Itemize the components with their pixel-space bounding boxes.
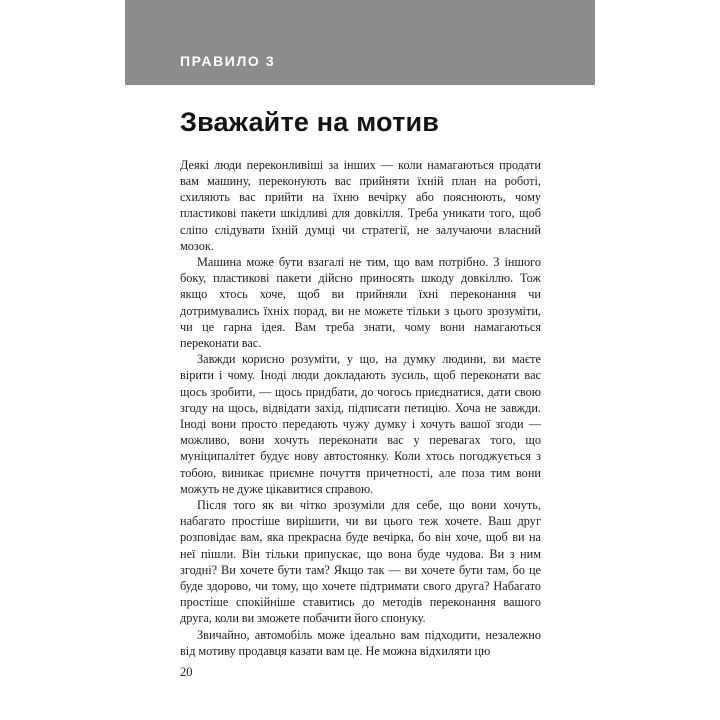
page-number: 20 xyxy=(180,665,193,679)
chapter-rule-label: ПРАВИЛО 3 xyxy=(180,53,276,69)
body-paragraph-3: Завжди корисно розуміти, у що, на думку людини, ви маєте вірити і чому. Іноді люди докладають зусиль, щоб переконати вас щось зробити, — щось придбати, до чогось приєднатися, дати свою згоду на щось, відвідати захід, підписати петицію. Хоча не завжди. Іноді вони просто передають чужу думку і хочуть вашої згоди — можливо, вони хочуть переконати вас у перевагах того, що муніципалітет будує нову автостоянку. Коли хтось погоджується з тобою, виникає приємне почуття причетності, але поза тим вони можуть не дуже цікавитися справою. xyxy=(180,352,541,496)
body-paragraph-4: Після того як ви чітко зрозуміли для себе, що вони хочуть, набагато простіше вирішити, чи ви цього теж хочете. Ваш друг розповідає вам, яка прекрасна буде вечірка, бо він хоче, щоб ви на неї пішли. Він тільки припускає, що вона буде чудова. Ви з ним згодні? Ви хочете бути там? Якщо так — ви хочете бути там, бо це буде здорово, чи тому, що хочете підтримати свого друга? Набагато простіше спокійніше ставитись до методів переконання вашого друга, коли ви зможете побачити його спонуку. xyxy=(180,497,541,626)
page-content xyxy=(125,108,595,659)
chapter-header-band xyxy=(125,0,595,85)
body-paragraph-2: Машина може бути взагалі не тим, що вам потрібно. З іншого боку, пластикові пакети дійсно приносять шкоду довкіллю. Тож якщо хтось хоче, щоб ви прийняли їхні переконання чи дотримувались їхніх порад, ви не можете тільки з цього зрозуміти, чи це гарна ідея. Вам треба знати, чому вони намагаються переконати вас. xyxy=(180,254,541,350)
body-paragraph-1: Деякі люди переконливіші за інших — коли намагаються продати вам машину, переконують вас прийняти їхній план на роботі, схиляють вас прийти на їхню вечірку або пояснюють, чому пластикові пакети шкідливі для довкілля. Треба уникати того, щоб сліпо слідувати їхній думці чи стратегії, не залучаючи власний мозок. xyxy=(180,157,541,253)
chapter-title: Зважайте на мотив xyxy=(180,107,440,137)
body-paragraph-5: Звичайно, автомобіль може ідеально вам підходити, незалежно від мотиву продавця казати вам це. Не можна відхиляти цю xyxy=(180,627,541,658)
body-text-block xyxy=(180,157,541,659)
book-page xyxy=(125,0,595,720)
